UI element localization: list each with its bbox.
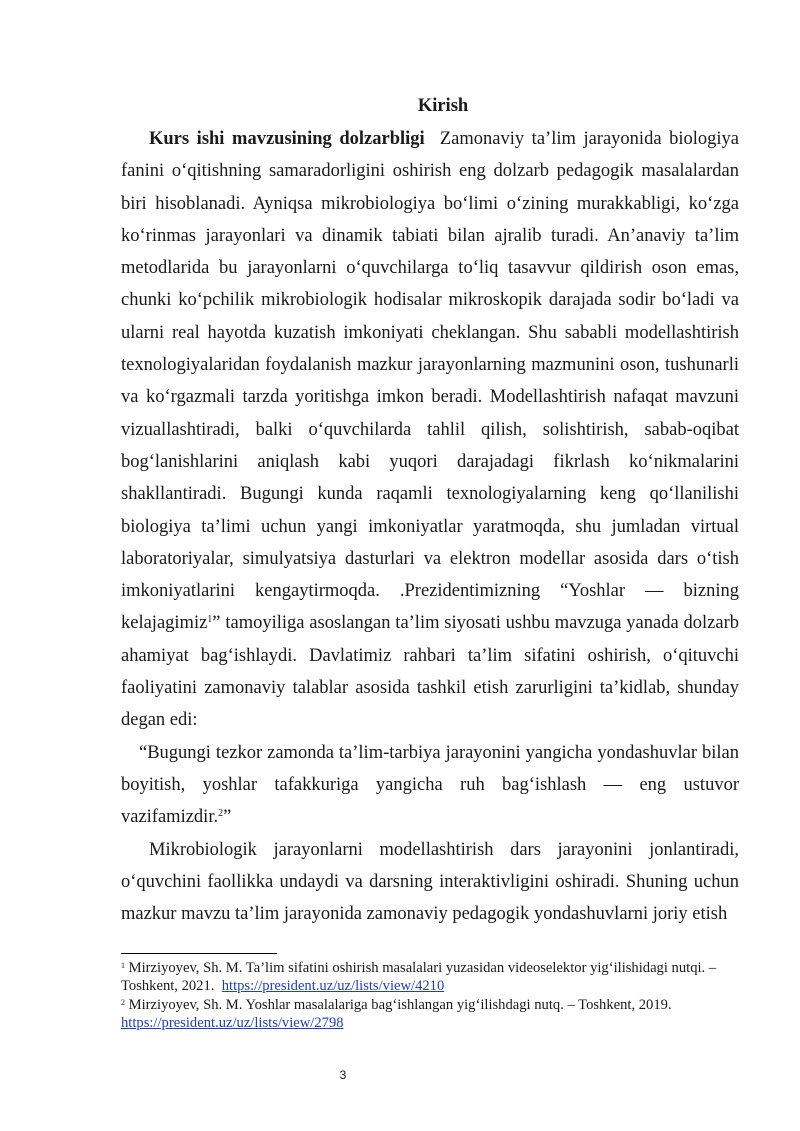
quote-close: ”: [223, 807, 232, 828]
footnote-2: [121, 996, 739, 1032]
lead-heading: Kurs ishi mavzusining dolzarbligi: [149, 129, 425, 149]
footnote-text: Mirziyoyev, Sh. M. Ta’lim sifatini oshirish masalalari yuzasidan videoselektor yig‘ilishidagi nutqi. – Toshkent, 2021.: [121, 960, 717, 994]
footnote-ref-1[interactable]: 1: [207, 614, 213, 626]
footnote-ref-2[interactable]: 2: [218, 808, 224, 820]
footnote-number: 1: [121, 961, 125, 970]
footnote-link[interactable]: https://president.uz/uz/lists/view/2798: [121, 1015, 344, 1031]
paragraph-text: Zamonaviy ta’lim jarayonida biologiya fanini o‘qitishning samaradorligini oshirish eng dolzarb pedagogik masalalardan biri hisoblanadi. Ayniqsa mikrobiologiya bo‘limi o‘zining murakkabligi, ko‘zga ko‘rinmas jarayonlari va dinamik tabiati bilan ajralib turadi. An’anaviy ta’lim metodlarida bu jarayonlarni o‘quvchilarga to‘liq tasavvur qildirish oson emas, chunki ko‘pchilik mikrobiologik hodisalar mikroskopik darajada sodir bo‘ladi va ularni real hayotda kuzatish imkoniyati cheklangan. Shu sababli modellashtirish texnologiyalaridan foydalanish mazkur jarayonlarning mazmunini oson, tushunarli va ko‘rgazmali tarzda yoritishga imkon beradi. Modellashtirish nafaqat mavzuni vizuallashtiradi, balki o‘quvchilarda tahlil qilish, solishtirish, sabab-oqibat bog‘lanishlarini aniqlash kabi yuqori darajadagi fikrlash ko‘nikmalarini shakllantiradi. Bugungi kunda raqamli texnologiyalarning keng qo‘llanilishi biologiya ta’limi uchun yangi imkoniyatlar yaratmoqda, shu jumladan virtual laboratoriyalar, simulyatsiya dasturlari va elektron modellar asosida dars o‘tish imkoniyatlarini kengaytirmoqda. .Prezidentimizning “Yoshlar — bizning kelajagimiz: [121, 129, 740, 634]
quote-paragraph: [121, 737, 739, 834]
quote-text: “Bugungi tezkor zamonda ta’lim-tarbiya jarayonini yangicha yondashuvlar bilan boyitish, yoshlar tafakkuriga yangicha ruh bag‘ishlash — eng ustuvor vazifamizdir.: [121, 742, 739, 828]
footnotes: [121, 959, 739, 1033]
paragraph-intro: [121, 123, 739, 737]
footnote-1: [121, 959, 739, 995]
page-title: Kirish: [417, 96, 469, 116]
footnote-link[interactable]: https://president.uz/uz/lists/view/4210: [221, 978, 445, 994]
paragraph-text-continued: ” tamoyiliga asoslangan ta’lim siyosati ushbu mavzuga yanada dolzarb ahamiyat bag‘ishlaydi. Davlatimiz rahbari ta’lim sifatini oshirish, o‘qituvchi faoliyatini zamonaviy talablar asosida tashkil etish zarurligini ta’kidlab, shunday degan edi:: [121, 613, 739, 731]
footnote-number: 2: [121, 998, 125, 1007]
page-number: 3: [339, 1068, 347, 1082]
footnote-text: Mirziyoyev, Sh. M. Yoshlar masalalariga bag‘ishlangan yig‘ilishdagi nutq. – Toshkent, 2019.: [128, 997, 672, 1013]
paragraph-modelling: Mikrobiologik jarayonlarni modellashtirish dars jarayonini jonlantiradi, o‘quvchini faollikka undaydi va darsning interaktivligini oshiradi. Shuning uchun mazkur mavzu ta’lim jarayonida zamonaviy pedagogik yondashuvlarni joriy etish: [121, 839, 739, 925]
footnote-divider: [121, 953, 277, 954]
body-text: [121, 123, 739, 930]
